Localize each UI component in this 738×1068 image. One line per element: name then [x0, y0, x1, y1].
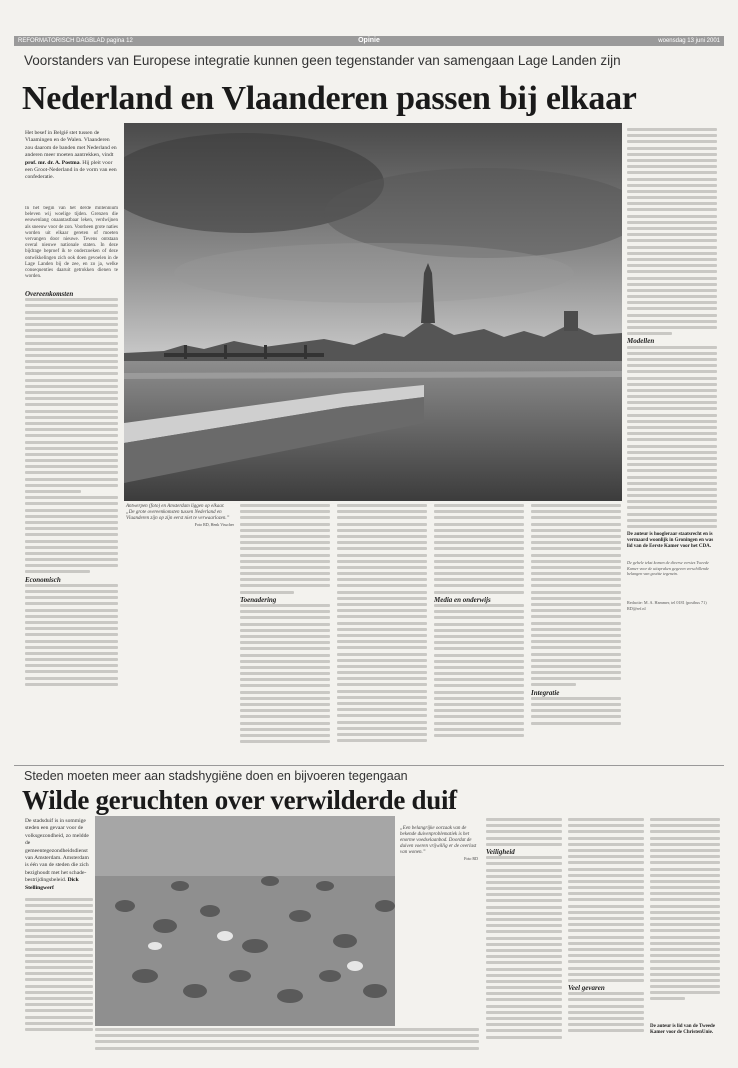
lede-text: De stadsduif is in sommige steden een gevaar voor de volksgezondheid, zo meldde de gemeentegezondheidsdienst van Amsterdam. Amsterdam is één van de steden die zich bezighoudt met het schade-bestrijdingsbeleid. — [25, 818, 89, 884]
antwerp-skyline-photo — [124, 123, 622, 501]
subhead-veiligheid: Veiligheid — [486, 847, 515, 856]
article1-col4 — [434, 504, 524, 760]
lede-author: prof. mr. dr. A. Postma — [25, 159, 80, 166]
article2-under-photo — [95, 1028, 479, 1056]
article1-intro — [25, 206, 118, 286]
article2-col4 — [568, 818, 644, 1058]
subhead-integratie: Integratie — [531, 688, 560, 697]
body-text — [486, 856, 562, 1038]
article1-kicker: Voorstanders van Europese integratie kunnen geen tegenstander van samengaan Lage Landen zijn — [24, 53, 621, 68]
article2-col1 — [25, 898, 93, 1038]
body-text — [434, 504, 524, 594]
article-divider — [14, 765, 724, 766]
body-text — [25, 298, 118, 573]
article2-lede — [25, 818, 93, 890]
article2-col3 — [486, 818, 562, 1058]
article2-photo-caption — [400, 826, 478, 862]
article1-right-col — [627, 128, 717, 528]
article2-headline: Wilde geruchten over verwilderde duif — [22, 785, 457, 815]
subhead-toenadering: Toenadering — [240, 595, 277, 604]
article1-photo-caption — [126, 504, 234, 528]
article1-redactie: Redactie: M. A. Hammer, tel 0181 (postbus 71) RD@ref.nl — [627, 600, 707, 611]
caption-text: „Een belangrijke oorzaak van de bekende duivenproblematiek is het enorme voedselaanbod. Doordat de duiven voeren vrijwillig er de overlast van wonen.” — [400, 826, 477, 855]
body-text — [568, 818, 644, 982]
body-text — [568, 992, 644, 1032]
body-text — [486, 818, 562, 846]
body-text — [95, 1028, 479, 1050]
article1-author-box: De auteur is hoogleraar staatsrecht en is vermaard woonlijk in Groningen en was lid van de Eerste Kamer voor het CDA. — [627, 532, 714, 550]
page-header — [14, 36, 724, 46]
body-text — [240, 504, 330, 594]
body-text — [627, 128, 717, 335]
article2-kicker: Steden moeten meer aan stadshygiëne doen en bijvoeren tegengaan — [24, 769, 408, 783]
caption-text: Antwerpen (foto) en Amsterdam liggen op elkaar. „De grote overeenkomsten tussen Nederland en Vlaanderen zijn op zijn eerst niet te verwaarlozen.” — [126, 504, 230, 521]
article1-col2 — [240, 504, 330, 760]
body-text — [25, 898, 93, 1031]
header-paper-name: REFORMATORISCH DAGBLAD pagina 12 — [18, 38, 133, 44]
photo-credit: Foto RD, Henk Visscher — [194, 522, 234, 527]
article1-headline: Nederland en Vlaanderen passen bij elkaar — [22, 80, 637, 117]
article1-note-box: De gehele tekst komen de diverse versies Tweede Kamer voor de uitspraken gegeven verschillende belangen van geuitte tegenzin. — [627, 560, 709, 576]
subhead-economisch: Economisch — [25, 575, 61, 584]
body-text — [434, 604, 524, 737]
body-text — [531, 504, 621, 686]
header-section: Opinie — [358, 37, 380, 44]
intro-text: In het begin van het derde millennium beleven wij woelige tijden. Grenzen die eeuwenlang onaantastbaar leken, verdwijnen als sneeuw voor de zon. Voorheen grote naties worden uit elkaar gereten of moeten vervangen door nieuwe. Tevens ontstaan overal nieuwe nationale staten. In deze bijdrage beproef ik te onderzoeken of deze ontwikkelingen zich ook doen gevoelen in de Lage Landen bij de zee, en zo ja, welke consequenties daaruit getrokken dienen te worden. — [25, 206, 118, 280]
body-text — [337, 504, 427, 742]
article2-col5 — [650, 818, 720, 1018]
lede-text: Het besef in België stet tussen de Vlaamingen en de Walen. Vlaanderen zou daarom de banden met Nederland en anderen meer moeten aantrekken, vindt — [25, 130, 117, 159]
subhead-modellen: Modellen — [627, 337, 655, 346]
lede-text-end: . Hij pleit voor een Groot-Nederland in de vorm van een confederatie. — [25, 159, 117, 181]
article1-lede — [25, 130, 118, 200]
body-text — [650, 818, 720, 1000]
body-text — [240, 604, 330, 743]
subhead-overeenkomsten: Overeenkomsten — [25, 290, 74, 298]
body-text — [531, 697, 621, 725]
article1-col5 — [531, 504, 621, 760]
article2-author-box: De auteur is lid van de Tweede Kamer voor de ChristenUnie. — [650, 1024, 716, 1036]
subhead-veel-gevaren: Veel gevaren — [568, 984, 605, 993]
lede-author: Dick Stellingwerf — [25, 877, 79, 890]
article1-col3 — [337, 504, 427, 760]
photo-credit: Foto RD — [464, 856, 478, 861]
body-text — [25, 584, 118, 686]
subhead-media: Media en onderwijs — [434, 595, 491, 604]
article1-col1 — [25, 288, 118, 758]
header-date: woensdag 13 juni 2001 — [658, 38, 720, 44]
body-text — [627, 346, 717, 528]
